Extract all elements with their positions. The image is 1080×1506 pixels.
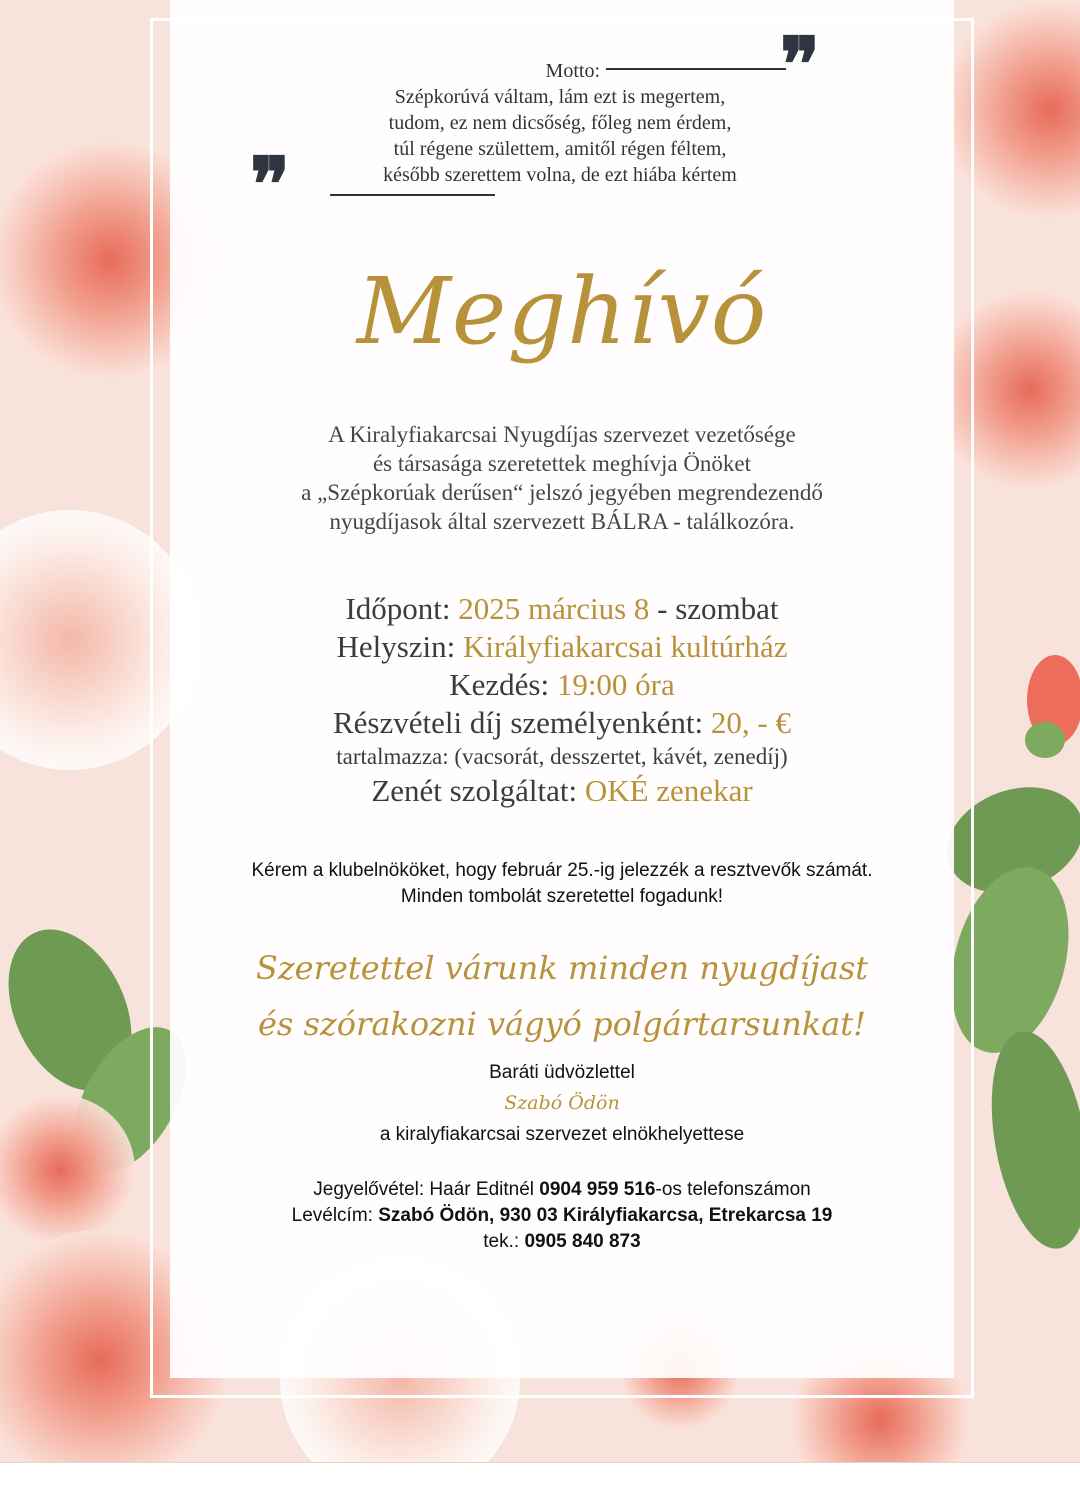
bottom-bar: [0, 1462, 1080, 1506]
intro-line: és társasága szeretettek meghívja Önöket: [372, 451, 752, 476]
page-title: Meghívó: [356, 258, 768, 365]
address-prefix: Levélcím:: [291, 1205, 379, 1226]
music-label: Zenét szolgáltat:: [371, 773, 578, 808]
place-label: Helyszin:: [336, 629, 456, 664]
signature: Szabó Ödön: [504, 1092, 620, 1114]
rosebud-right: [1025, 655, 1080, 758]
tel-prefix: tek.:: [483, 1231, 525, 1252]
welcome-line: Szeretettel várunk minden nyugdíjast: [255, 949, 869, 987]
motto-top-rule: [606, 68, 786, 70]
fee-value: 20, - €: [710, 705, 791, 740]
ticket-prefix: Jegyelővétel: Haár Editnél: [313, 1179, 540, 1200]
start-row: [170, 666, 954, 704]
includes-row: tartalmazza: (vacsorát, desszertet, kávét, zenedíj): [336, 744, 788, 769]
quote-mark-icon: ❞: [250, 142, 290, 228]
date-label: Időpont:: [345, 591, 451, 626]
motto-line: Szépkorúvá váltam, lám ezt is megertem,: [394, 86, 726, 108]
notice-line: Kérem a klubelnököket, hogy február 25.-ig jelezzék a resztvevők számát.: [251, 860, 873, 881]
quote-mark-icon: ❞: [780, 22, 820, 108]
intro-text: [190, 420, 934, 536]
motto-line: túl régene születtem, amitől régen féltem,: [393, 138, 727, 160]
welcome-message: [170, 940, 954, 1052]
place-value: Királyfiakarcsai kultúrház: [463, 629, 788, 664]
welcome-line: és szórakozni vágyó polgártarsunkat!: [257, 1005, 867, 1043]
date-value: 2025 március 8: [458, 591, 650, 626]
motto-bottom-rule: [330, 194, 495, 196]
fee-row: [170, 704, 954, 742]
fee-label: Részvételi díj személyenként:: [333, 705, 704, 740]
motto-line: tudom, ez nem dicsőség, főleg nem érdem,: [388, 112, 732, 134]
place-row: [170, 628, 954, 666]
address-value: Szabó Ödön, 930 03 Királyfiakarcsa, Etrekarcsa 19: [378, 1205, 833, 1226]
music-row: [170, 772, 954, 810]
ticket-line: [170, 1177, 954, 1203]
closing-greeting: Baráti üdvözlettel: [489, 1062, 635, 1083]
signer-role: a kiralyfiakarcsai szervezet elnökhelyettese: [379, 1124, 745, 1145]
motto-text: [300, 84, 820, 188]
notice-text: [170, 858, 954, 910]
date-row: [170, 590, 954, 628]
address-line: [170, 1203, 954, 1229]
ticket-phone: 0904 959 516: [539, 1179, 656, 1200]
ticket-suffix: -os telefonszámon: [655, 1179, 811, 1200]
music-value: OKÉ zenekar: [584, 773, 753, 808]
tel-value: 0905 840 873: [524, 1231, 641, 1252]
contact-info: [170, 1177, 954, 1255]
motto-label: Motto:: [545, 60, 600, 82]
tel-line: [170, 1229, 954, 1255]
intro-line: nyugdíjasok által szervezett BÁLRA - találkozóra.: [329, 509, 795, 534]
start-label: Kezdés:: [449, 667, 550, 702]
motto-line: később szerettem volna, de ezt hiába kértem: [383, 164, 737, 186]
notice-line: Minden tombolát szeretettel fogadunk!: [400, 886, 724, 907]
start-value: 19:00 óra: [556, 667, 675, 702]
intro-line: A Kiralyfiakarcsai Nyugdíjas szervezet vezetősége: [328, 422, 796, 447]
date-day: - szombat: [657, 591, 779, 626]
event-details: [170, 590, 954, 810]
intro-line: a „Szépkorúak derűsen“ jelszó jegyében megrendezendő: [301, 480, 823, 505]
